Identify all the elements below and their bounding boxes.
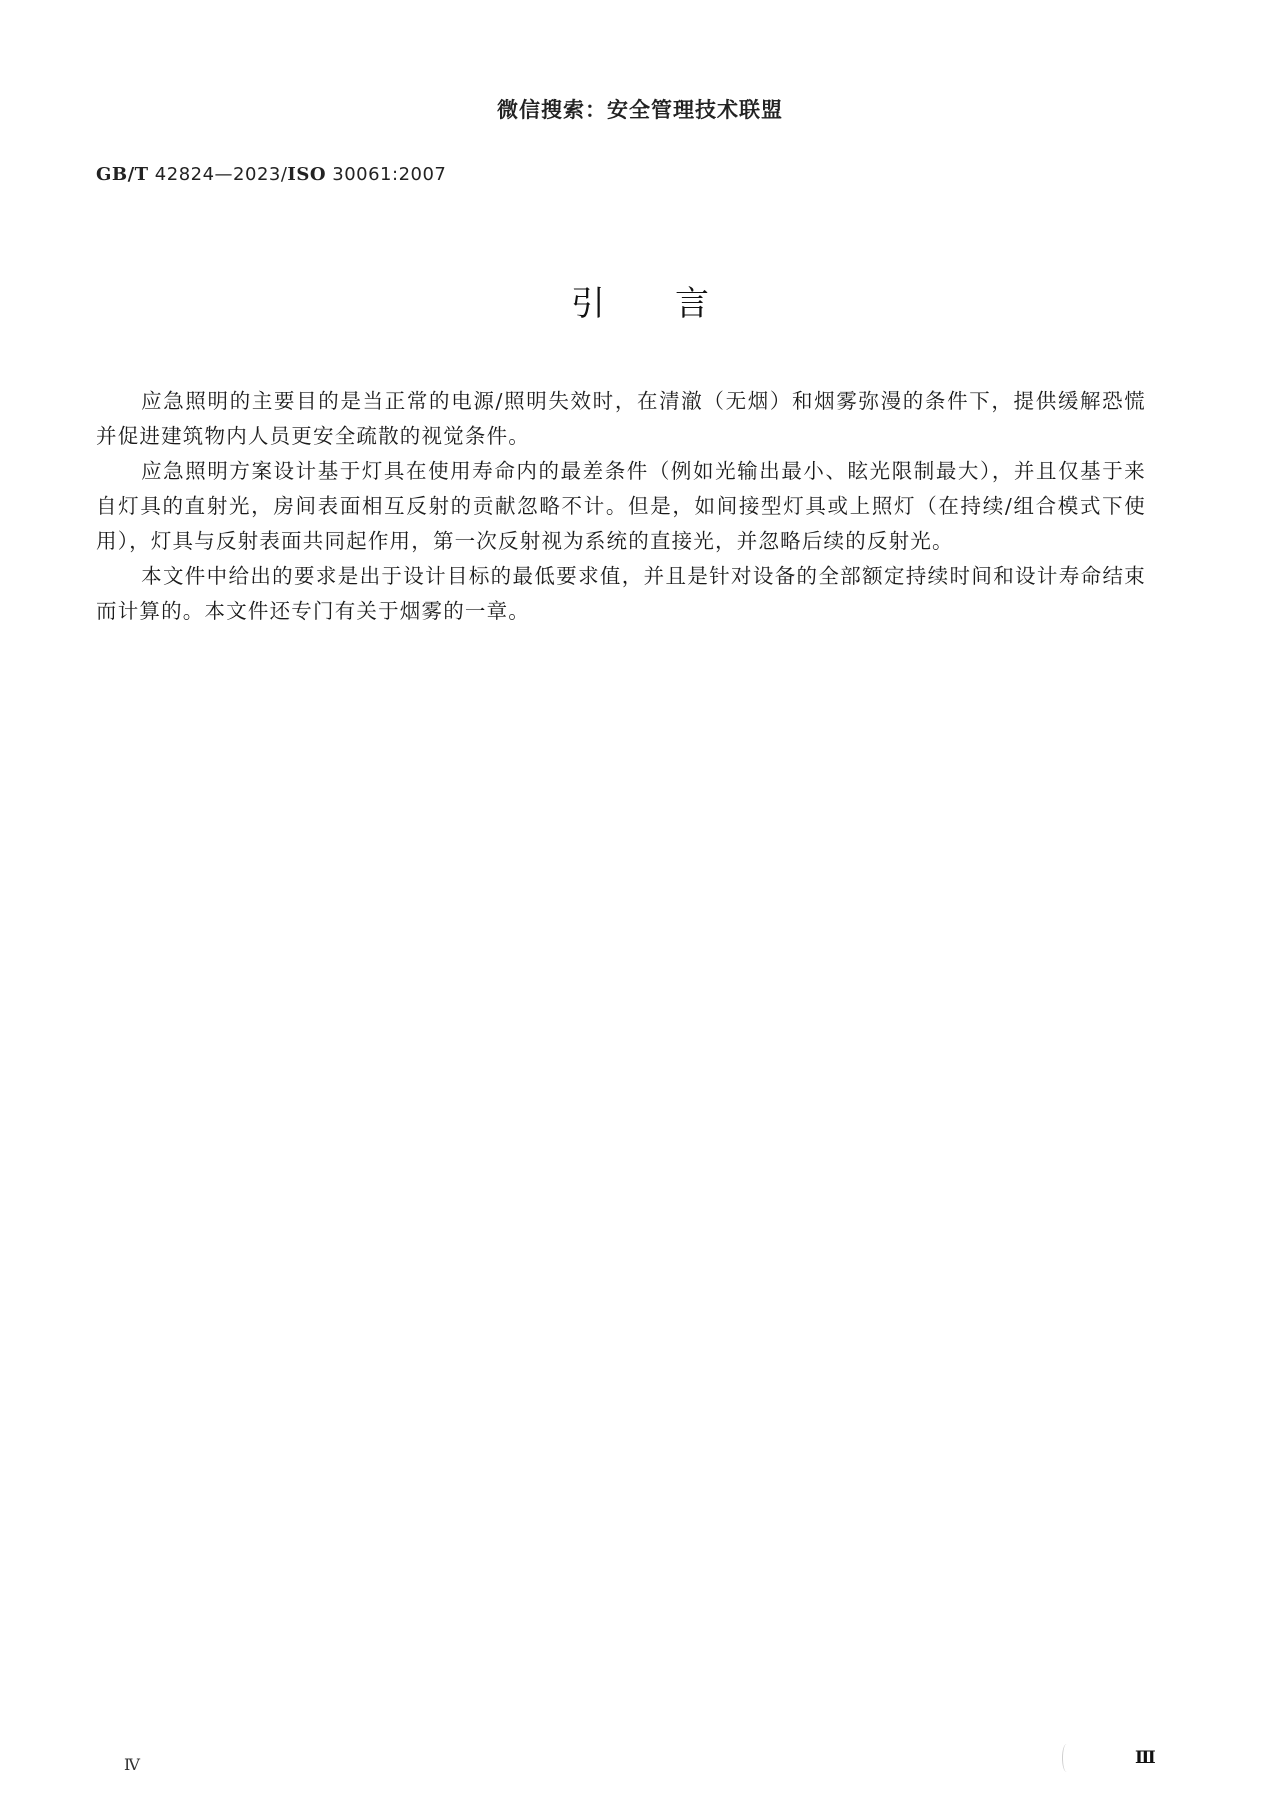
iso-code: 30061:2007 [326,164,447,185]
standard-code: 42824—2023/ [148,164,288,185]
paragraph-1: 应急照明的主要目的是当正常的电源/照明失效时，在清澈（无烟）和烟雾弥漫的条件下，提供缓解恐慌并促进建筑物内人员更安全疏散的视觉条件。 [96,389,1146,448]
standard-prefix: GB/T [96,164,149,185]
paragraph-3: 本文件中给出的要求是出于设计目标的最低要求值，并且是针对设备的全部额定持续时间和设计寿命结束而计算的。本文件还专门有关于烟雾的一章。 [96,564,1146,623]
standard-number [96,164,446,185]
iso-prefix: ISO [287,164,327,185]
page-number-right: Ⅲ [1135,1748,1156,1768]
page-number-left: Ⅳ [124,1755,140,1774]
section-title-char-2: 言 [675,284,709,324]
section-title-char-1: 引 [571,284,605,324]
scan-artifact [1062,1744,1071,1772]
paragraph-2: 应急照明方案设计基于灯具在使用寿命内的最差条件（例如光输出最小、眩光限制最大），并且仅基于来自灯具的直射光，房间表面相互反射的贡献忽略不计。但是，如间接型灯具或上照灯（在持续/组合模式下使用），灯具与反射表面共同起作用，第一次反射视为系统的直接光，并忽略后续的反射光。 [96,459,1146,553]
section-title [0,276,1280,325]
watermark-header: 微信搜索：安全管理技术联盟 [497,98,783,122]
body-text [96,384,1146,629]
